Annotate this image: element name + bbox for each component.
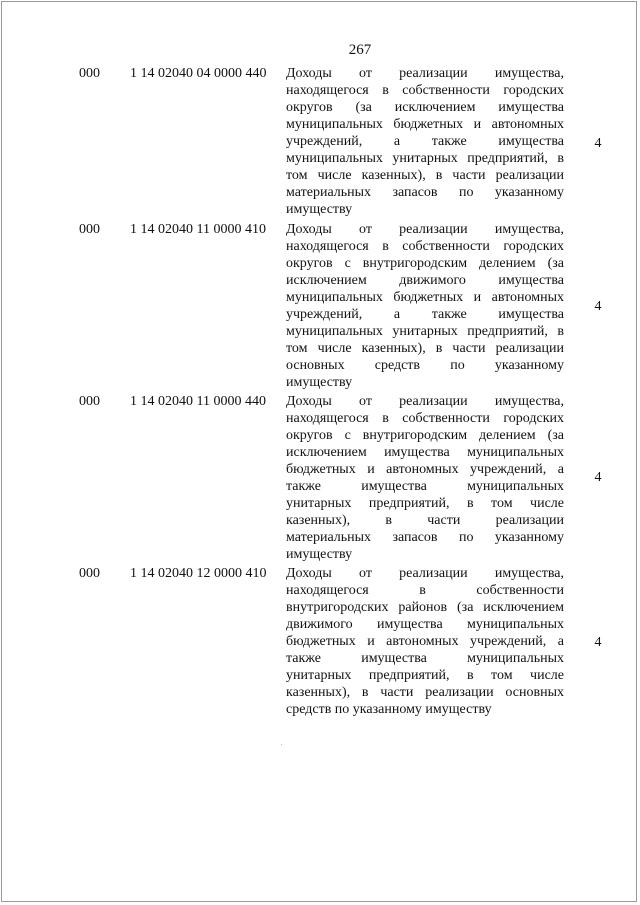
income-description	[286, 565, 564, 718]
description-line: материальных запасов по указанному	[286, 185, 564, 200]
description-line: Доходы от реализации имущества,	[286, 566, 564, 581]
distribution-norm: 4	[594, 635, 602, 650]
description-line: казенных), в части реализации основных	[286, 685, 564, 700]
description-line: находящегося в собственности городских	[286, 411, 564, 426]
kbk-code: 1 14 02040 04 0000 440	[130, 66, 267, 81]
description-line: также имущества муниципальных	[286, 479, 564, 494]
distribution-norm: 4	[594, 136, 602, 151]
description-line: муниципальных унитарных предприятий, в	[286, 324, 564, 339]
description-line: имуществу	[286, 202, 353, 217]
description-line: унитарных предприятий, в том числе	[286, 668, 564, 683]
description-line: том числе казенных), в части реализации	[286, 341, 564, 356]
description-line: учреждений, а также имущества	[286, 307, 564, 322]
kbk-code: 1 14 02040 11 0000 440	[130, 394, 266, 409]
description-line: Доходы от реализации имущества,	[286, 222, 564, 237]
description-line: средств по указанному имуществу	[286, 702, 492, 717]
description-line: округов (за исключением имущества	[286, 100, 564, 115]
description-line: основных средств по указанному	[286, 358, 564, 373]
description-line: муниципальных бюджетных и автономных	[286, 117, 564, 132]
scan-speck	[281, 744, 282, 745]
distribution-norm: 4	[594, 470, 602, 485]
description-line: также имущества муниципальных	[286, 651, 564, 666]
description-line: находящегося в собственности городских	[286, 83, 564, 98]
description-line: округов с внутригородским делением (за	[286, 428, 564, 443]
admin-code: 000	[79, 566, 100, 581]
description-line: имуществу	[286, 547, 353, 562]
description-line: муниципальных бюджетных и автономных	[286, 290, 564, 305]
admin-code: 000	[79, 66, 100, 81]
description-line: казенных), в части реализации	[286, 513, 564, 528]
admin-code: 000	[79, 394, 100, 409]
description-line: находящегося в собственности	[286, 583, 564, 598]
page-number: 267	[348, 42, 372, 58]
description-line: имуществу	[286, 375, 353, 390]
description-line: внутригородских районов (за исключением	[286, 600, 564, 615]
description-line: округов с внутригородским делением (за	[286, 256, 564, 271]
description-line: Доходы от реализации имущества,	[286, 394, 564, 409]
description-line: муниципальных унитарных предприятий, в	[286, 151, 564, 166]
income-description	[286, 65, 564, 218]
income-description	[286, 221, 564, 391]
admin-code: 000	[79, 222, 100, 237]
description-line: унитарных предприятий, в том числе	[286, 496, 564, 511]
description-line: находящегося в собственности городских	[286, 239, 564, 254]
description-line: исключением движимого имущества	[286, 273, 564, 288]
description-line: бюджетных и автономных учреждений, а	[286, 462, 564, 477]
distribution-norm: 4	[594, 299, 602, 314]
description-line: учреждений, а также имущества	[286, 134, 564, 149]
income-description	[286, 393, 564, 563]
description-line: материальных запасов по указанному	[286, 530, 564, 545]
kbk-code: 1 14 02040 12 0000 410	[130, 566, 267, 581]
kbk-code: 1 14 02040 11 0000 410	[130, 222, 266, 237]
description-line: бюджетных и автономных учреждений, а	[286, 634, 564, 649]
description-line: движимого имущества муниципальных	[286, 617, 564, 632]
description-line: исключением имущества муниципальных	[286, 445, 564, 460]
description-line: Доходы от реализации имущества,	[286, 66, 564, 81]
description-line: том числе казенных), в части реализации	[286, 168, 564, 183]
